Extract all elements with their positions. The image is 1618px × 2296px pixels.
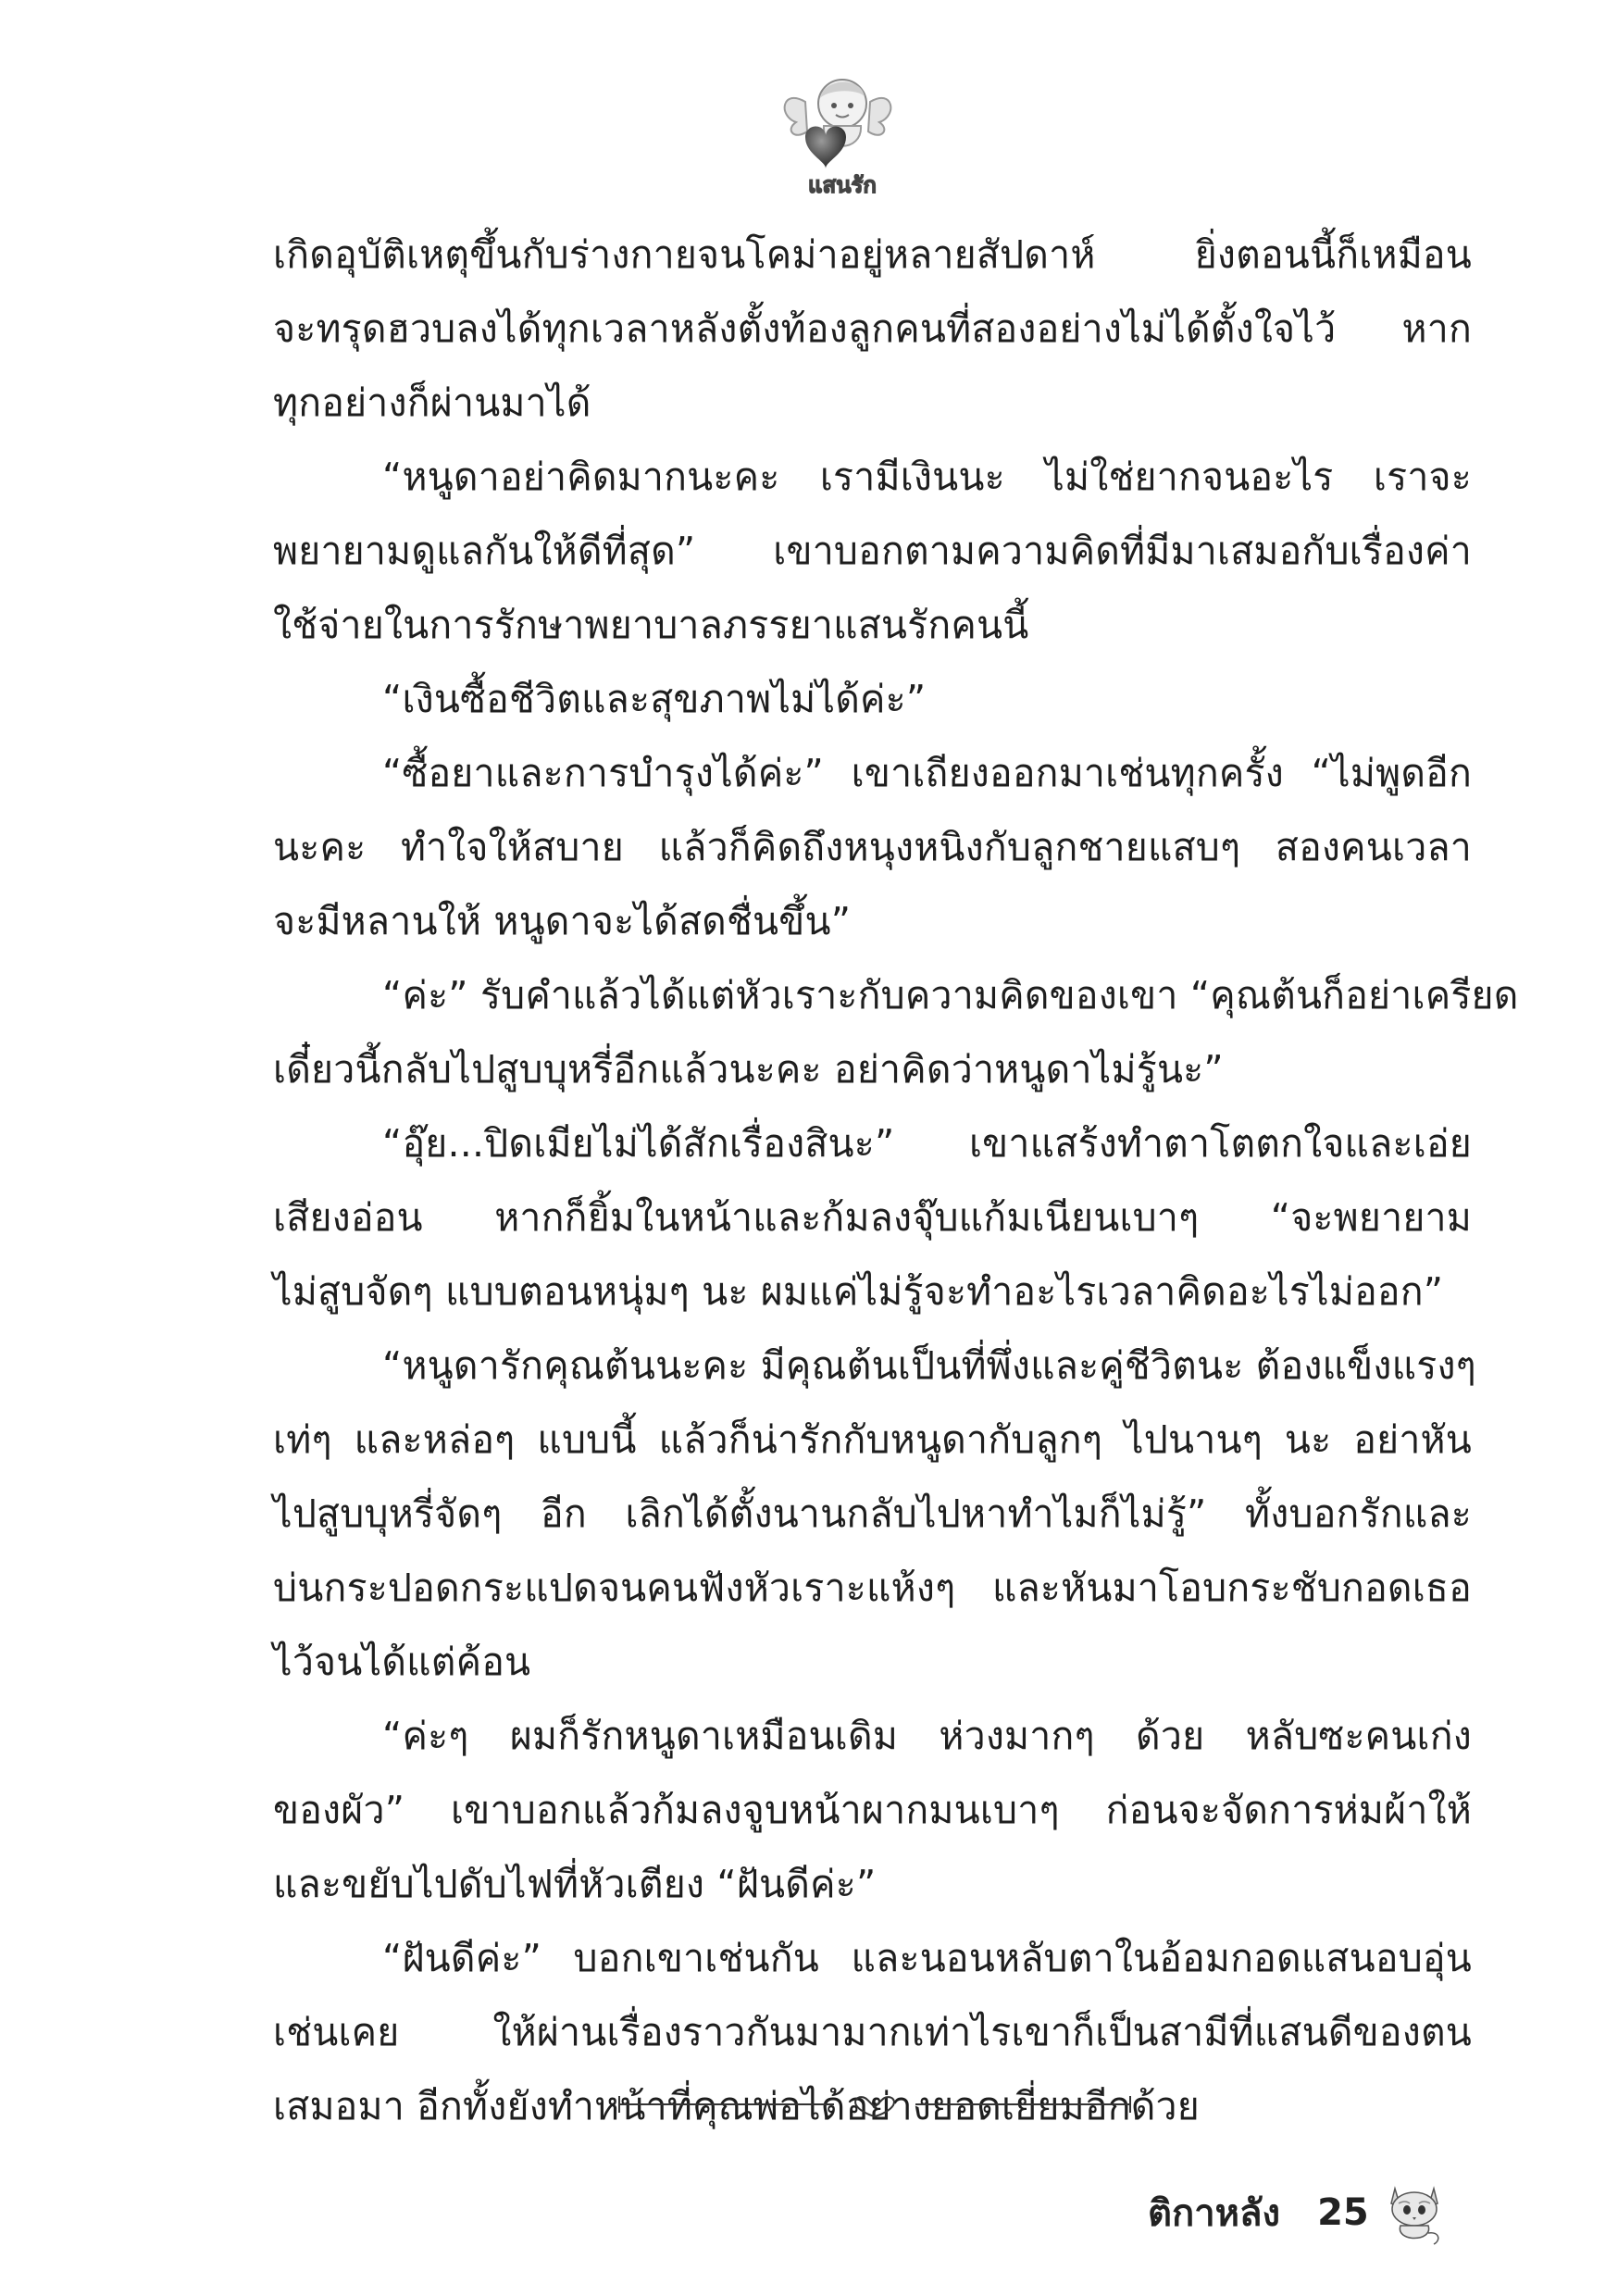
text-line: จะมีหลานให้ หนูดาจะได้สดชื่นขึ้น” (273, 899, 852, 943)
cupid-heart-icon (768, 65, 907, 204)
text-line: “ซื้อยาและการบำรุงได้ค่ะ” เขาเถียงออกมาเช่นทุกครั้ง “ไม่พูดอีก (382, 751, 1472, 795)
text-line: บ่นกระปอดกระแปดจนคนฟังหัวเราะแห้งๆ และหันมาโอบกระชับกอดเธอ (273, 1566, 1472, 1610)
text-line: เสียงอ่อน หากก็ยิ้มในหน้าและก้มลงจุ๊บแก้มเนียนเบาๆ “จะพยายาม (273, 1195, 1472, 1240)
text-line: “เงินซื้อชีวิตและสุขภาพไม่ได้ค่ะ” (382, 677, 927, 721)
text-line: ไม่สูบจัดๆ แบบตอนหนุ่มๆ นะ ผมแค่ไม่รู้จะทำอะไรเวลาคิดอะไรไม่ออก” (273, 1269, 1444, 1314)
text-line: พยายามดูแลกันให้ดีที่สุด” เขาบอกตามความคิดที่มีมาเสมอกับเรื่องค่า (273, 529, 1472, 573)
paragraph (273, 662, 1472, 736)
paragraph (273, 958, 1519, 1106)
text-line: “ฝันดีค่ะ” บอกเขาเช่นกัน และนอนหลับตาในอ้อมกอดแสนอบอุ่น (382, 1936, 1472, 1980)
kitten-icon (1382, 2176, 1447, 2250)
paragraph (273, 218, 1472, 440)
text-line: จะทรุดฮวบลงได้ทุกเวลาหลังตั้งท้องลูกคนที่สองอย่างไม่ได้ตั้งใจไว้ หาก (273, 306, 1472, 351)
text-line: “หนูดาอย่าคิดมากนะคะ เรามีเงินนะ ไม่ใช่ยากจนอะไร เราจะ (382, 455, 1472, 499)
paragraph (273, 440, 1472, 662)
text-line: ใช้จ่ายในการรักษาพยาบาลภรรยาแสนรักคนนี้ (273, 603, 1029, 647)
paragraph (273, 1329, 1476, 1699)
paragraph (273, 1699, 1472, 1921)
book-title: ติกาหลัง (1148, 2192, 1281, 2235)
text-line: นะคะ ทำใจให้สบาย แล้วก็คิดถึงหนุงหนิงกับลูกชายแสบๆ สองคนเวลา (273, 825, 1472, 869)
text-line: เช่นเคย ให้ผ่านเรื่องราวกันมามากเท่าไรเขาก็เป็นสามีที่แสนดีของตน (273, 2010, 1472, 2054)
text-line: ทุกอย่างก็ผ่านมาได้ (273, 381, 591, 425)
page-number: 25 (1317, 2191, 1369, 2234)
paragraph (273, 736, 1472, 958)
text-line: ไปสูบบุหรี่จัดๆ อีก เลิกได้ตั้งนานกลับไปหาทำไมก็ไม่รู้” ทั้งบอกรักและ (273, 1491, 1472, 1536)
text-line: “ค่ะ” รับคำแล้วได้แต่หัวเราะกับความคิดของเขา “คุณต้นก็อย่าเครียด (382, 973, 1519, 1017)
text-line: เสมอมา อีกทั้งยังทำหน้าที่คุณพ่อได้อย่างยอดเยี่ยมอีกด้วย (273, 2084, 1200, 2128)
text-line: “อุ๊ย...ปิดเมียไม่ได้สักเรื่องสินะ” เขาแสร้งทำตาโตตกใจและเอ่ย (382, 1121, 1472, 1166)
text-line: “หนูดารักคุณต้นนะคะ มีคุณต้นเป็นที่พึ่งและคู่ชีวิตนะ ต้องแข็งแรงๆ (382, 1343, 1476, 1388)
text-line: เท่ๆ และหล่อๆ แบบนี้ แล้วก็น่ารักกับหนูดากับลูกๆ ไปนานๆ นะ อย่าหัน (273, 1417, 1472, 1462)
page-footer (1148, 2176, 1447, 2250)
text-line: “ค่ะๆ ผมก็รักหนูดาเหมือนเดิม ห่วงมากๆ ด้วย หลับซะคนเก่ง (382, 1714, 1472, 1758)
logo-text: แสนรัก (808, 172, 877, 198)
text-line: ของผัว” เขาบอกแล้วก้มลงจูบหน้าผากมนเบาๆ ก่อนจะจัดการห่มผ้าให้ (273, 1788, 1472, 1832)
text-line: และขยับไปดับไฟที่หัวเตียง “ฝันดีค่ะ” (273, 1862, 877, 1906)
text-line: ไว้จนได้แต่ค้อน (273, 1640, 531, 1684)
text-line: เกิดอุบัติเหตุขึ้นกับร่างกายจนโคม่าอยู่หลายสัปดาห์ ยิ่งตอนนี้ก็เหมือน (273, 232, 1472, 277)
text-line: เดี๋ยวนี้กลับไปสูบบุหรี่อีกแล้วนะคะ อย่าคิดว่าหนูดาไม่รู้นะ” (273, 1047, 1224, 1092)
story-body (273, 218, 1519, 2143)
paragraph (273, 1106, 1472, 1329)
heart-ornament-icon (616, 2090, 1134, 2118)
